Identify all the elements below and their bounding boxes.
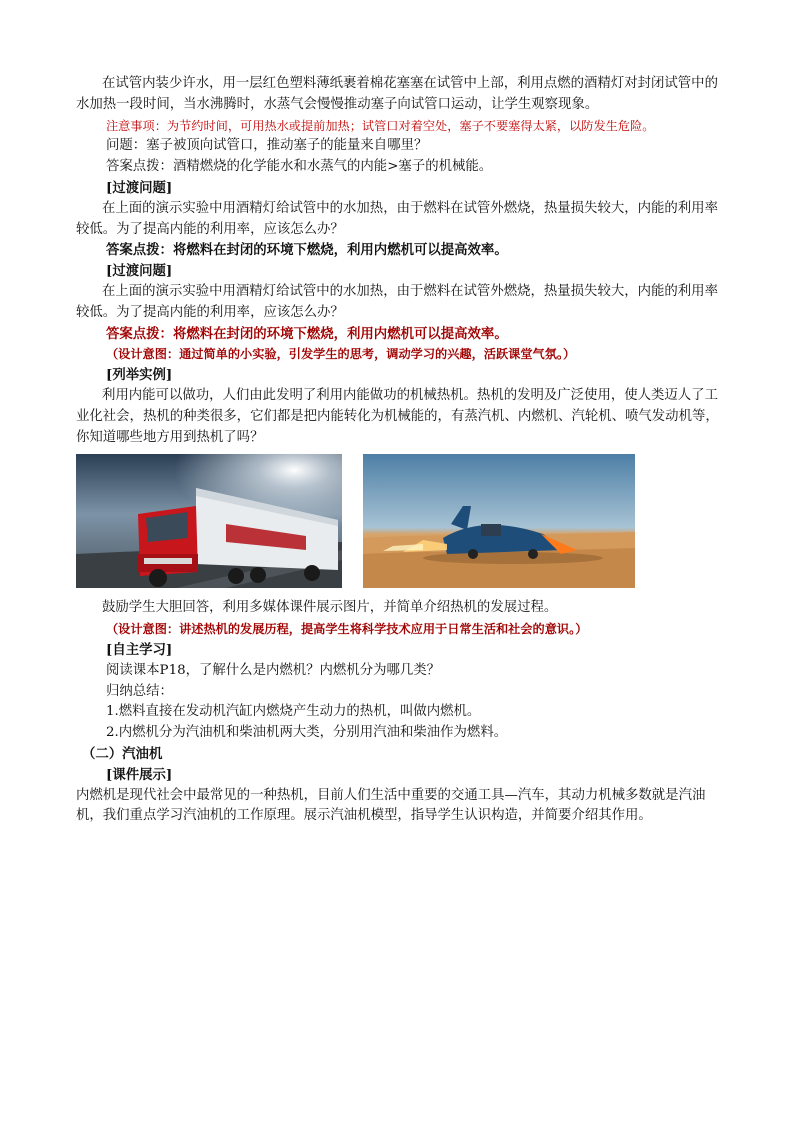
- image-row: [76, 454, 720, 590]
- answer-hint-2: 答案点拨：将燃料在封闭的环境下燃烧，利用内燃机可以提高效率。: [106, 325, 508, 342]
- heading-transition-2: [过渡问题]: [106, 263, 173, 280]
- heading-transition-1: [过渡问题]: [106, 179, 173, 196]
- list-item-2: 2.内燃机分为汽油机和柴油机两大类，分别用汽油和柴油作为燃料。: [106, 725, 508, 741]
- truck-photo: [76, 454, 342, 588]
- paragraph-examples: 利用内能可以做功，人们由此发明了利用内能做功的机械热机。热机的发明及广泛使用，使人类迈人了工业化社会，热机的种类很多，它们都是把内能转化为机械能的，有蒸汽机、内燃机、汽轮机、喷气发动机等，你知道哪些地方用到热机了吗？: [76, 387, 719, 445]
- paragraph-transition-1: 在上面的演示实验中用酒精灯给试管中的水加热，由于燃料在试管外燃烧，热量损失较大，内能的利用率较低。为了提高内能的利用率，应该怎么办？: [76, 200, 718, 237]
- answer-hint-1: 答案点拨：将燃料在封闭的环境下燃烧，利用内燃机可以提高效率。: [106, 242, 508, 259]
- design-intent-2: （设计意图：讲述热机的发展历程，提高学生将科学技术应用于日常生活和社会的意识。）: [106, 622, 588, 637]
- question-text: 问题：塞子被顶向试管口，推动塞子的能量来自哪里？: [106, 138, 428, 154]
- paragraph-transition-2: 在上面的演示实验中用酒精灯给试管中的水加热，由于燃料在试管外燃烧，热量损失较大，内能的利用率较低。为了提高内能的利用率，应该怎么办？: [76, 283, 718, 320]
- section-heading-gasoline-engine: （二）汽油机: [82, 745, 163, 762]
- list-item-1: 1.燃料直接在发动机汽缸内燃烧产生动力的热机，叫做内燃机。: [106, 704, 481, 720]
- heading-self-study: [自主学习]: [106, 641, 173, 658]
- heading-courseware: [课件展示]: [106, 766, 173, 783]
- rocket-car-photo: [363, 454, 635, 588]
- paragraph-encourage: 鼓励学生大胆回答，利用多媒体课件展示图片，并简单介绍热机的发展过程。: [102, 600, 558, 616]
- document-body: [76, 74, 720, 827]
- heading-examples: [列举实例]: [106, 367, 173, 384]
- paragraph-read: 阅读课本P18，了解什么是内燃机？内燃机分为哪几类？: [106, 662, 441, 678]
- paragraph-experiment: 在试管内装少许水，用一层红色塑料薄纸裹着棉花塞塞在试管中上部，利用点燃的酒精灯对封闭试管中的水加热一段时间，当水沸腾时，水蒸气会慢慢推动塞子向试管口运动，让学生观察现象。: [76, 76, 718, 112]
- design-intent-1: （设计意图：通过简单的小实验，引发学生的思考，调动学习的兴趣，活跃课堂气氛。）: [106, 347, 576, 362]
- answer-text: 答案点拨：酒精燃烧的化学能水和水蒸气的内能>塞子的机械能。: [106, 159, 493, 175]
- paragraph-summary: 归纳总结：: [106, 683, 173, 699]
- paragraph-final: 内燃机是现代社会中最常见的一种热机，目前人们生活中重要的交通工具—汽车，其动力机械多数就是汽油机，我们重点学习汽油机的工作原理。展示汽油机模型，指导学生认识构造，并简要介绍其作用。: [76, 787, 706, 824]
- note-text: 注意事项：为节约时间，可用热水或提前加热；试管口对着空处，塞子不要塞得太紧，以防发生危险。: [106, 118, 655, 133]
